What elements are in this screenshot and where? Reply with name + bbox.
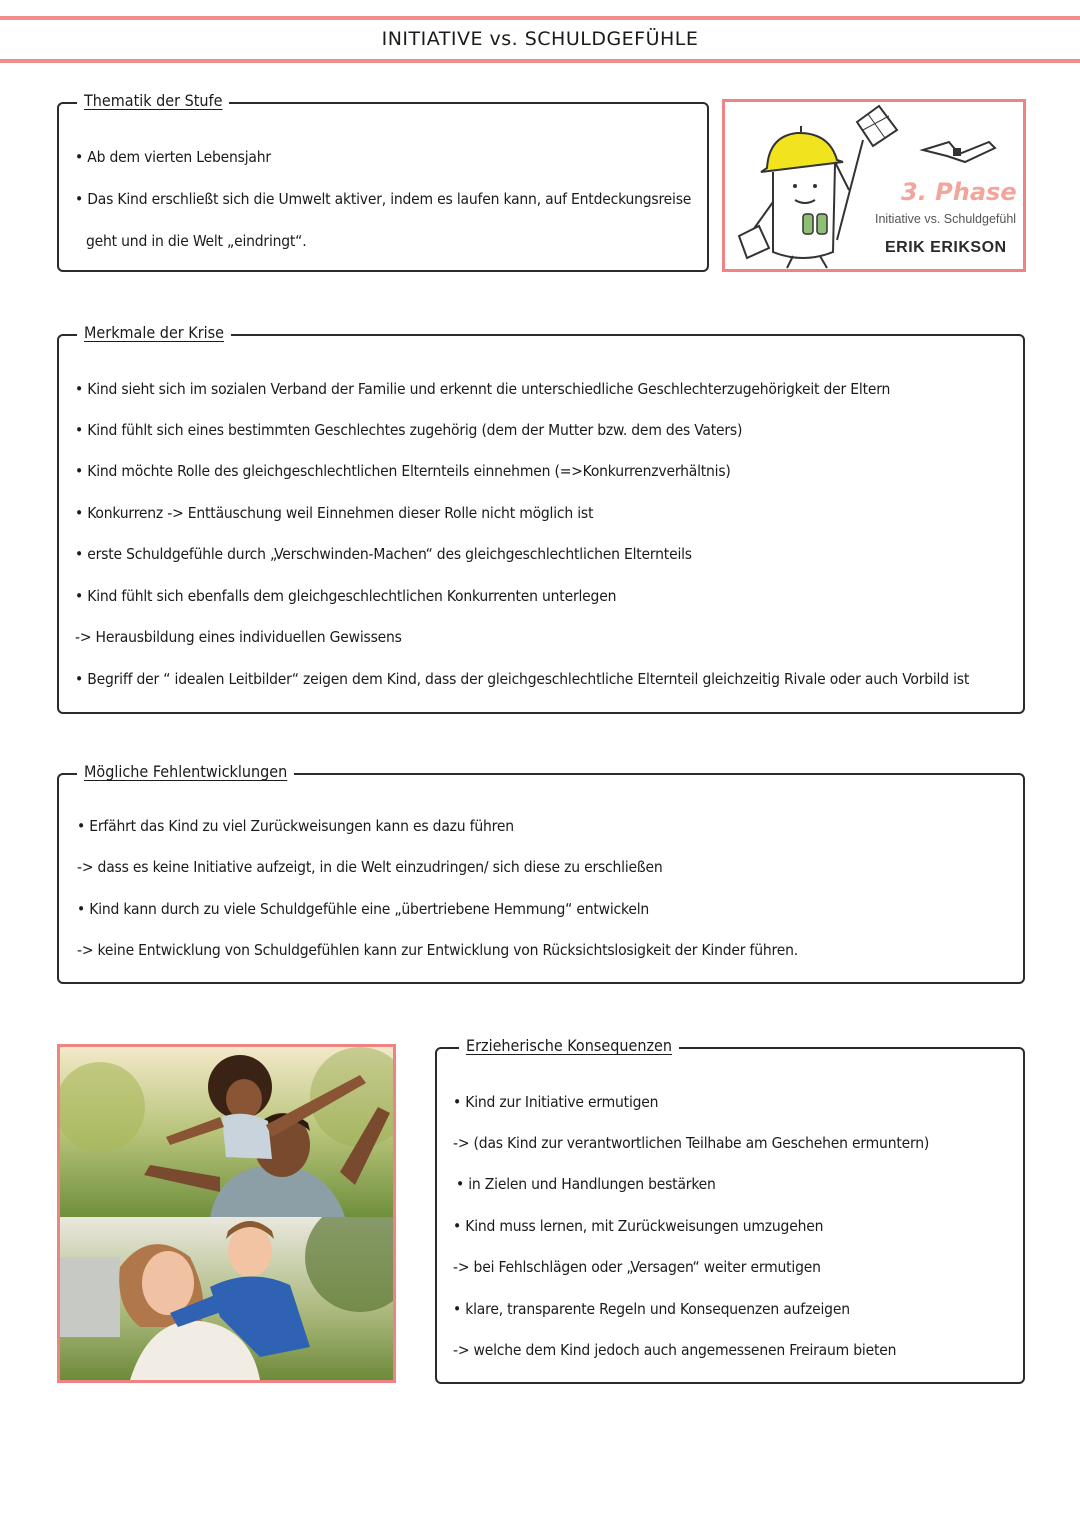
list-item: geht und in die Welt „eindringt“. bbox=[86, 232, 307, 250]
list-item: • Kind fühlt sich eines bestimmten Geschlechtes zugehörig (dem der Mutter bzw. dem des Vaters) bbox=[75, 421, 743, 439]
phase-author: ERIK ERIKSON bbox=[885, 239, 1007, 256]
page-title: INITIATIVE vs. SCHULDGEFÜHLE bbox=[381, 28, 699, 50]
list-item: -> dass es keine Initiative aufzeigt, in die Welt einzudringen/ sich diese zu erschließen bbox=[77, 858, 663, 876]
list-item: • Kind sieht sich im sozialen Verband der Familie und erkennt die unterschiedliche Geschlechterzugehörigkeit der Eltern bbox=[75, 380, 891, 398]
phase-card bbox=[722, 99, 1026, 272]
fehlentwicklungen-heading: Mögliche Fehlentwicklungen bbox=[77, 762, 294, 781]
merkmale-box bbox=[57, 323, 1025, 714]
phase-number: 3. Phase bbox=[901, 178, 1017, 206]
list-item: • erste Schuldgefühle durch „Verschwinden-Machen“ des gleichgeschlechtlichen Elternteils bbox=[75, 545, 692, 563]
thematik-box bbox=[57, 91, 709, 272]
list-item: -> (das Kind zur verantwortlichen Teilhabe am Geschehen ermuntern) bbox=[453, 1134, 930, 1152]
list-item: • Kind fühlt sich ebenfalls dem gleichgeschlechtlichen Konkurrenten unterlegen bbox=[75, 587, 617, 605]
konsequenzen-box bbox=[435, 1036, 1025, 1384]
list-item: • Kind möchte Rolle des gleichgeschlechtlichen Elternteils einnehmen (=>Konkurrenzverhältnis) bbox=[75, 462, 731, 480]
father-daughter-photo bbox=[60, 1047, 393, 1217]
list-item: • klare, transparente Regeln und Konsequenzen aufzeigen bbox=[453, 1300, 850, 1318]
konsequenzen-heading: Erzieherische Konsequenzen bbox=[459, 1036, 679, 1055]
header-bottom-rule bbox=[0, 59, 1080, 63]
butterfly-icon bbox=[919, 132, 999, 172]
list-item: • Das Kind erschließt sich die Umwelt aktiver, indem es laufen kann, auf Entdeckungsreise bbox=[75, 190, 692, 208]
list-item: • Erfährt das Kind zu viel Zurückweisungen kann es dazu führen bbox=[77, 817, 514, 835]
merkmale-heading: Merkmale der Krise bbox=[77, 323, 231, 342]
fehlentwicklungen-box bbox=[57, 762, 1025, 984]
list-item: • Konkurrenz -> Enttäuschung weil Einnehmen dieser Rolle nicht möglich ist bbox=[75, 504, 594, 522]
list-item: -> keine Entwicklung von Schuldgefühlen kann zur Entwicklung von Rücksichtslosigkeit der Kinder führen. bbox=[77, 941, 798, 959]
header-top-rule bbox=[0, 16, 1080, 20]
mother-son-photo bbox=[60, 1217, 393, 1380]
list-item: • Ab dem vierten Lebensjahr bbox=[75, 148, 271, 166]
list-item: -> Herausbildung eines individuellen Gewissens bbox=[75, 628, 402, 646]
thematik-heading: Thematik der Stufe bbox=[77, 91, 229, 110]
list-item: • Begriff der “ idealen Leitbilder“ zeigen dem Kind, dass der gleichgeschlechtliche Elternteil gleichzeitig Rivale oder auch Vorbild ist bbox=[75, 670, 970, 688]
list-item: • Kind muss lernen, mit Zurückweisungen umzugehen bbox=[453, 1217, 824, 1235]
family-photos bbox=[57, 1044, 396, 1383]
list-item: -> welche dem Kind jedoch auch angemessenen Freiraum bieten bbox=[453, 1341, 897, 1359]
list-item: -> bei Fehlschlägen oder „Versagen“ weiter ermutigen bbox=[453, 1258, 821, 1276]
phase-subtitle: Initiative vs. Schuldgefühl bbox=[875, 212, 1017, 226]
list-item: • Kind kann durch zu viele Schuldgefühle eine „übertriebene Hemmung“ entwickeln bbox=[77, 900, 650, 918]
list-item: • Kind zur Initiative ermutigen bbox=[453, 1093, 659, 1111]
list-item: • in Zielen und Handlungen bestärken bbox=[456, 1175, 716, 1193]
